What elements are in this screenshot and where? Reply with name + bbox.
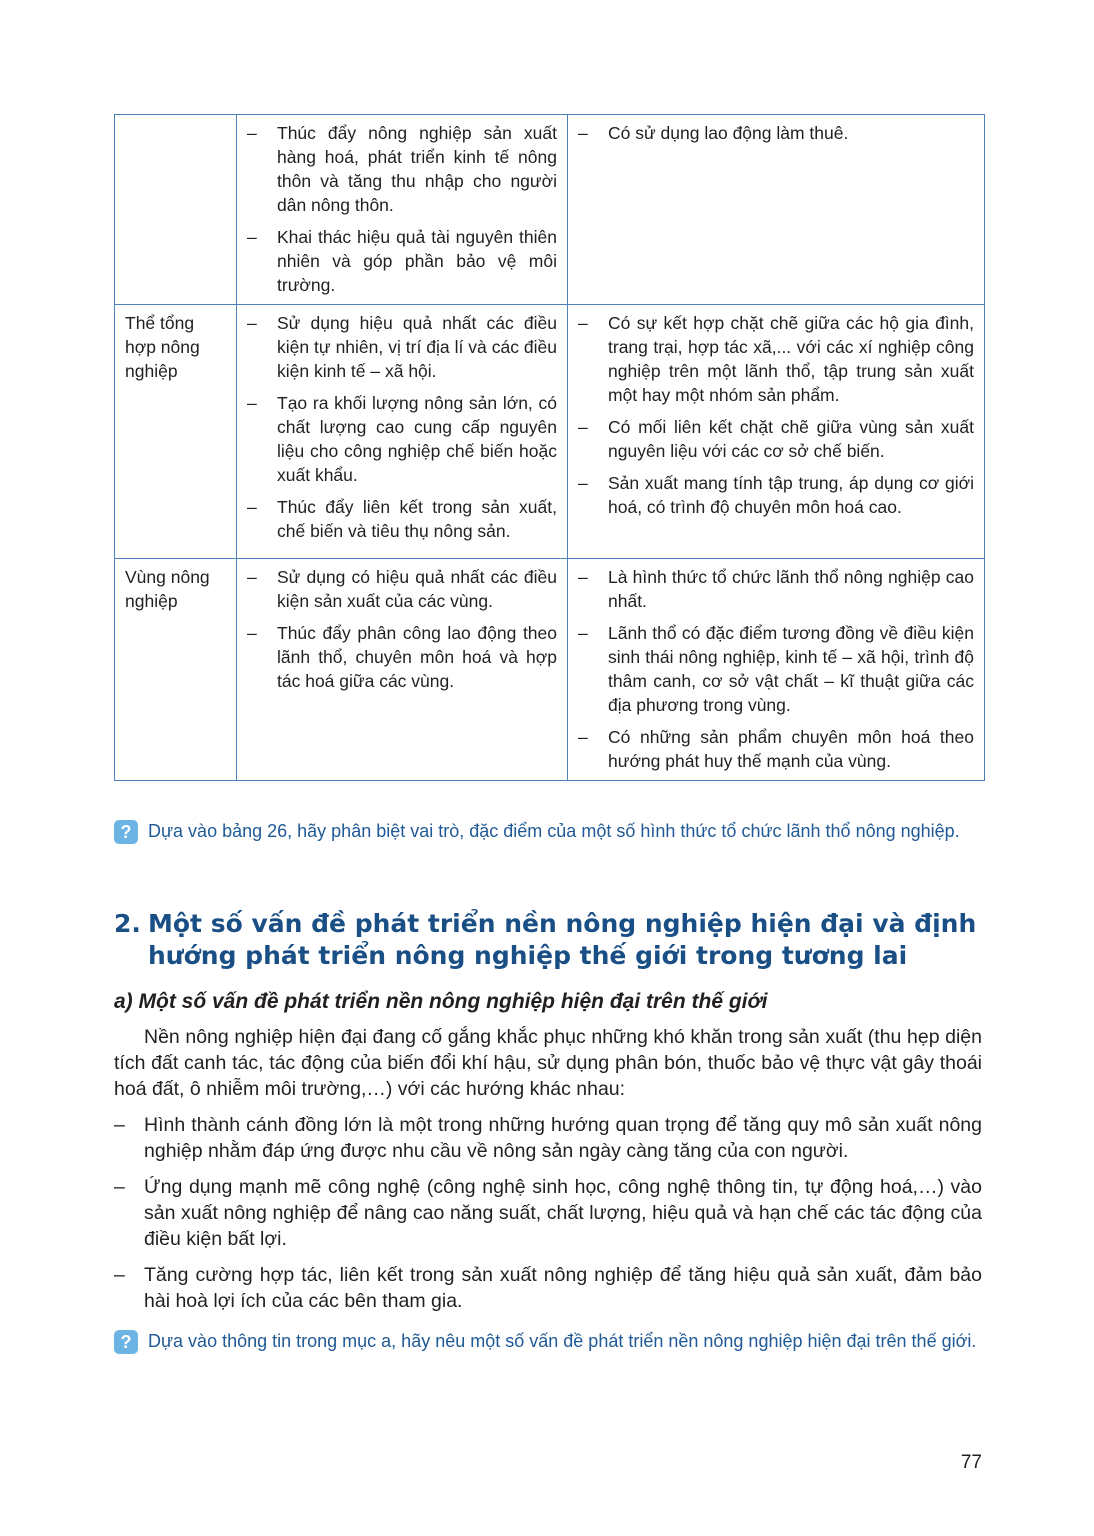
form-name-cell [115, 115, 237, 305]
subsection-body [114, 1024, 982, 1324]
list-item: – Có những sản phẩm chuyên môn hoá theo hướng phát huy thế mạnh của vùng. [578, 725, 974, 773]
list-item: – Thúc đẩy nông nghiệp sản xuất hàng hoá, phát triển kinh tế nông thôn và tăng thu nhập cho người dân nông thôn. [247, 121, 557, 217]
features-cell [568, 115, 985, 305]
question-box [114, 1329, 982, 1354]
table-row [115, 305, 985, 559]
list-item: – Lãnh thổ có đặc điểm tương đồng về điều kiện sinh thái nông nghiệp, kinh tế – xã hội, trình độ thâm canh, cơ sở vật chất – kĩ thuật giữa các địa phương trong vùng. [578, 621, 974, 717]
list-item: – Tăng cường hợp tác, liên kết trong sản xuất nông nghiệp để tăng hiệu quả sản xuất, đảm bảo hài hoà lợi ích của các bên tham gia. [114, 1262, 982, 1314]
question-text: Dựa vào bảng 26, hãy phân biệt vai trò, đặc điểm của một số hình thức tổ chức lãnh thổ nông nghiệp. [148, 821, 960, 841]
forms-table [114, 114, 985, 781]
section-heading [114, 908, 994, 972]
features-cell [568, 305, 985, 559]
list-item: – Khai thác hiệu quả tài nguyên thiên nhiên và góp phần bảo vệ môi trường. [247, 225, 557, 297]
page-number: 77 [960, 1452, 982, 1473]
section-title: Một số vấn đề phát triển nền nông nghiệp hiện đại và định hướng phát triển nông nghiệp thế giới trong tương lai [148, 909, 977, 970]
roles-cell [237, 305, 568, 559]
list-item: – Có sử dụng lao động làm thuê. [578, 121, 974, 145]
list-item: – Ứng dụng mạnh mẽ công nghệ (công nghệ sinh học, công nghệ thông tin, tự động hoá,…) vào sản xuất nông nghiệp để nâng cao năng suất, chất lượng, hiệu quả và hạn chế các tác động của điều kiện bất lợi. [114, 1174, 982, 1252]
question-mark-icon: ? [114, 1330, 138, 1354]
form-name-cell: Vùng nông nghiệp [115, 559, 237, 781]
subsection-heading: a) Một số vấn đề phát triển nền nông nghiệp hiện đại trên thế giới [114, 990, 768, 1013]
list-item: – Thúc đẩy liên kết trong sản xuất, chế biến và tiêu thụ nông sản. [247, 495, 557, 543]
table-row [115, 559, 985, 781]
list-item: – Sản xuất mang tính tập trung, áp dụng cơ giới hoá, có trình độ chuyên môn hoá cao. [578, 471, 974, 519]
question-mark-icon: ? [114, 820, 138, 844]
list-item: – Có sự kết hợp chặt chẽ giữa các hộ gia đình, trang trại, hợp tác xã,... với các xí nghiệp công nghiệp trên một lãnh thổ, tập trung sản xuất một hay một nhóm sản phẩm. [578, 311, 974, 407]
intro-paragraph: Nền nông nghiệp hiện đại đang cố gắng khắc phục những khó khăn trong sản xuất (thu hẹp diện tích đất canh tác, tác động của biến đổi khí hậu, sử dụng phân bón, thuốc bảo vệ thực vật gây thoái hoá đất, ô nhiễm môi trường,…) với các hướng khác nhau: [114, 1026, 982, 1100]
list-item: – Là hình thức tổ chức lãnh thổ nông nghiệp cao nhất. [578, 565, 974, 613]
form-name-cell: Thể tổng hợp nông nghiệp [115, 305, 237, 559]
question-box [114, 819, 982, 844]
list-item: – Thúc đẩy phân công lao động theo lãnh thổ, chuyên môn hoá và hợp tác hoá giữa các vùng. [247, 621, 557, 693]
roles-cell [237, 115, 568, 305]
list-item: – Sử dụng hiệu quả nhất các điều kiện tự nhiên, vị trí địa lí và các điều kiện kinh tế – xã hội. [247, 311, 557, 383]
direction-list [114, 1112, 982, 1314]
list-item: – Có mối liên kết chặt chẽ giữa vùng sản xuất nguyên liệu với các cơ sở chế biến. [578, 415, 974, 463]
section-number: 2. [114, 909, 141, 938]
table-row [115, 115, 985, 305]
features-cell [568, 559, 985, 781]
list-item: – Hình thành cánh đồng lớn là một trong những hướng quan trọng để tăng quy mô sản xuất nông nghiệp nhằm đáp ứng được nhu cầu về nông sản ngày càng tăng của con người. [114, 1112, 982, 1164]
question-text: Dựa vào thông tin trong mục a, hãy nêu một số vấn đề phát triển nền nông nghiệp hiện đại trên thế giới. [148, 1331, 977, 1351]
list-item: – Tạo ra khối lượng nông sản lớn, có chất lượng cao cung cấp nguyên liệu cho công nghiệp chế biến hoặc xuất khẩu. [247, 391, 557, 487]
list-item: – Sử dụng có hiệu quả nhất các điều kiện sản xuất của các vùng. [247, 565, 557, 613]
roles-cell [237, 559, 568, 781]
